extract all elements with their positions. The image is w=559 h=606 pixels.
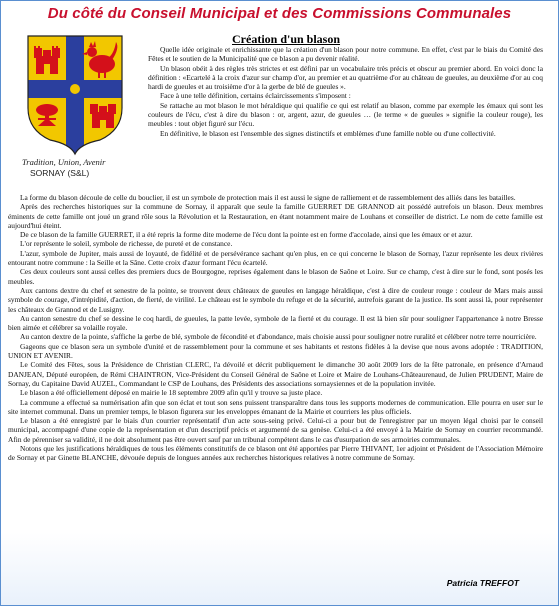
- paragraph: En définitive, le blason est l'ensemble des signes distinctifs et emblèmes d'une famille noble ou d'une collectivité.: [160, 128, 496, 138]
- paragraph: Notons que les justifications héraldiques de tous les éléments constitutifs de ce blason ont été apportées par Pierre THIVANT, 1er adjoint et Président de l'Association Mémoire de Sornay et par Ginette BLANCHE, dévouée depuis de longues années aux recherches historiques relatives à notre commune de Sornay.: [8, 444, 543, 463]
- paragraph: Ces deux couleurs sont aussi celles des premiers ducs de Bourgogne, reprises également dans le blason de Saône et Loire. Sur ce champ, c'est à dire sur le fond, sont posés les meubles.: [8, 267, 543, 286]
- paragraph: Aux cantons dextre du chef et senestre de la pointe, se trouvent deux châteaux de gueules en langage héraldique, c'est à dire de couleur rouge : couleur de Mars mais aussi symbole de courage, d'intrépidité, d'action, de fierté, de virilité. Le château est le symbole du refuge et de la sécurité, autrefois garant de la justice. Ils sont aussi là, pour représenter les châteaux de Grannod et de Lusigny.: [8, 285, 543, 314]
- paragraph: Face à une telle définition, certains éclaircissements s'imposent :: [160, 91, 351, 101]
- author-signature: Patricia TREFFOT: [446, 578, 519, 588]
- paragraph: Le blason a été enregistré par le biais d'un courrier représentatif d'un acte sous-seing privé. Celui-ci a pour but de l'enregistrer par un moyen légal choisi par le conseil municipal, accompagné d'une copie de la représentation et d'un descriptif précis et argumenté de sa genèse. Celui-ci a été envoyé à la Mairie de Sornay en courrier recommandé. Afin de pérenniser sa validité, il ne doit absolument pas être ouvert sauf par un tribunal compétent dans le cas d'usurpation de ses armoiries communales.: [8, 416, 543, 444]
- paragraph: La commune a effectué sa numérisation afin que son éclat et tout son sens puissent transparaître dans tous les supports modernes de communication. Elle pourra en user sur le site internet communal. Dans un premier temps, le blason figurera sur les enveloppes émanant de la Mairie et courriers les plus officiels.: [8, 397, 543, 416]
- paragraph: De ce blason de la famille GUERRET, il a été repris la forme dite moderne de l'écu dont la pointe est en forme d'accolade, ainsi que les émaux or et azur.: [20, 230, 473, 240]
- crest-spacer: [8, 45, 148, 183]
- crest-place: SORNAY (S&L): [30, 168, 90, 178]
- article-body: [8, 45, 543, 463]
- page-title: Du côté du Conseil Municipal et des Commissions Communales: [47, 5, 512, 22]
- paragraph: L'or représente le soleil, symbole de richesse, de pureté et de constance.: [20, 239, 233, 249]
- paragraph: L'azur, symbole de Jupiter, mais aussi de loyauté, de fidélité et de persévérance sachant qu'en plus, en ce qui concerne le blason de Sornay, l'azur représente les deux rivières entourant notre commune : la Seille et la Sâne. Cette croix d'azur formant l'écu écartelé.: [8, 248, 543, 268]
- paragraph: Un blason obéit à des règles très strictes et est défini par un vocabulaire très précis et obscur au premier abord. En voici donc la définition : «Ecartelé à la croix d'azur sur champ d'or, au premier et au quatrième d'or au château de gueules, au deuxième d'or au coq hardi de gueules et au troisième d'or à la gerbe de blé de gueules ».: [148, 63, 543, 92]
- paragraph: Le Comité des Fêtes, sous la Présidence de Christian CLERC, l'a dévoilé et décrit publiquement le dimanche 30 août 2009 lors de la fête patronale, en présence d'Arnaud DANJEAN, Député européen, de Rémi CHAINTRON, Vice-Président du Conseil Général de Saône et Loire et Maire de Louhans-Châteaurenaud, de Julien PRUDENT, Maire de Sornay, du Capitaine David AUZEL, Commandant le CSP de Louhans, des Présidents des associations sornaysiennes et de la population invitée.: [8, 360, 543, 388]
- paragraph: Se rattache au mot blason le mot héraldique qui qualifie ce qui est relatif au blason, comme par exemple les émaux qui sont les couleurs de l'écu, c'est à dire du blason : or, argent, azur, de gueules … (le terme « de gueules » signifie la couleur rouge), les meubles : tout objet figuré sur l'écu.: [148, 100, 543, 129]
- paragraph: Au canton senestre du chef se dessine le coq hardi, de gueules, la patte levée, symbole de la fierté et du courage. Il est là bien sûr pour souligner l'appartenance à notre Bresse bien aimée et célébrer sa volaille royale.: [8, 313, 543, 333]
- crest-motto: Tradition, Union, Avenir: [22, 157, 106, 167]
- paragraph: Le blason a été officiellement déposé en mairie le 18 septembre 2009 afin qu'il y trouve sa juste place.: [20, 388, 323, 398]
- paragraph: La forme du blason découle de celle du bouclier, il est un symbole de protection mais il est aussi le signe de ralliement et de rassemblement des alliés dans les batailles.: [20, 193, 516, 202]
- paragraph: Au canton dextre de la pointe, s'affiche la gerbe de blé, symbole de fécondité et d'abondance, mais choisie aussi pour souligner notre ruralité et célébrer notre terre nourricière.: [20, 332, 537, 342]
- paragraph: Après des recherches historiques sur la commune de Sornay, il apparaît que seule la famille GUERRET DE GRANNOD ait possédé autrefois un blason. Deux membres éminents de cette famille ont joué un grand rôle sous la Révolution et la Restauration, en étant notamment maire de Louhans et conseiller de district. Le nom de cette famille est aujourd'hui éteint.: [8, 202, 543, 230]
- paragraph: Quelle idée originale et enrichissante que la création d'un blason pour notre commune. En effet, c'est par le biais du Comité des Fêtes et le soutien de la Municipalité que ce blason a pu devenir réalité.: [148, 45, 543, 64]
- article-title: Création d'un blason: [232, 32, 341, 46]
- paragraph: Gageons que ce blason sera un symbole d'unité et de rassemblement pour la commune et ses habitants et restons fidèles à la devise que nous avons adoptée : TRADITION, UNION ET AVENIR.: [8, 341, 543, 361]
